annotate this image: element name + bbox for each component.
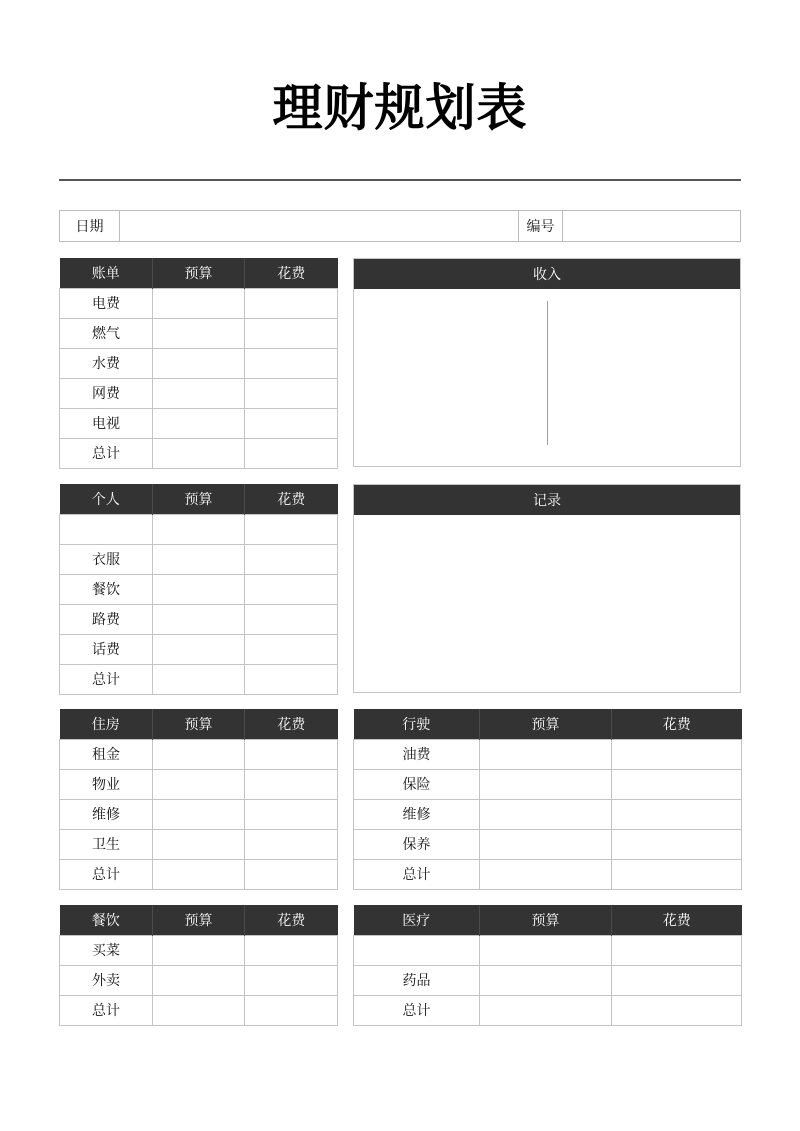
- spend-cell[interactable]: [245, 288, 338, 318]
- spend-cell[interactable]: [245, 544, 338, 574]
- row-label: 水费: [60, 348, 153, 378]
- date-label: 日期: [60, 211, 120, 241]
- table-row: [60, 288, 338, 318]
- row-label: 总计: [60, 995, 153, 1025]
- budget-cell[interactable]: [153, 799, 245, 829]
- row-label: 总计: [354, 859, 480, 889]
- budget-cell[interactable]: [153, 859, 245, 889]
- spend-cell[interactable]: [245, 514, 338, 544]
- table-header-row: [60, 484, 338, 514]
- row-label: 买菜: [60, 935, 153, 965]
- budget-cell[interactable]: [480, 995, 612, 1025]
- column-header: 预算: [480, 905, 612, 935]
- table-header-row: [60, 905, 338, 935]
- spend-cell[interactable]: [245, 859, 338, 889]
- table-row: [60, 769, 338, 799]
- row-label: 电视: [60, 408, 153, 438]
- column-header: 预算: [153, 709, 245, 739]
- spend-cell[interactable]: [612, 739, 742, 769]
- budget-cell[interactable]: [153, 438, 245, 468]
- row-label: 维修: [354, 799, 480, 829]
- column-header: 预算: [480, 709, 612, 739]
- spend-cell[interactable]: [612, 829, 742, 859]
- number-field[interactable]: [563, 211, 740, 241]
- row-label: 路费: [60, 604, 153, 634]
- table-row: [60, 634, 338, 664]
- row-label: 话费: [60, 634, 153, 664]
- table-row: [354, 799, 742, 829]
- row-label: 保险: [354, 769, 480, 799]
- table-row: [60, 378, 338, 408]
- table-row: [60, 965, 338, 995]
- row-label: 维修: [60, 799, 153, 829]
- medical-table: [353, 905, 742, 1026]
- page-title: 理财规划表: [272, 79, 528, 137]
- spend-cell[interactable]: [245, 664, 338, 694]
- row-label: 燃气: [60, 318, 153, 348]
- budget-cell[interactable]: [153, 574, 245, 604]
- table-row: [60, 664, 338, 694]
- table-row: [60, 544, 338, 574]
- spend-cell[interactable]: [612, 935, 742, 965]
- budget-cell[interactable]: [153, 935, 245, 965]
- table-row: [60, 318, 338, 348]
- column-header: 餐饮: [60, 905, 153, 935]
- budget-cell[interactable]: [480, 859, 612, 889]
- column-header: 花费: [245, 484, 338, 514]
- spend-cell[interactable]: [245, 318, 338, 348]
- budget-cell[interactable]: [480, 799, 612, 829]
- table-row: [60, 739, 338, 769]
- budget-cell[interactable]: [480, 965, 612, 995]
- spend-cell[interactable]: [612, 799, 742, 829]
- table-row: [60, 438, 338, 468]
- title-divider: [59, 179, 741, 181]
- column-header: 花费: [612, 905, 742, 935]
- dining-table: [59, 905, 338, 1026]
- table-row: [60, 408, 338, 438]
- table-row: [354, 859, 742, 889]
- spend-cell[interactable]: [245, 634, 338, 664]
- budget-cell[interactable]: [480, 769, 612, 799]
- budget-cell[interactable]: [153, 378, 245, 408]
- spend-cell[interactable]: [612, 965, 742, 995]
- spend-cell[interactable]: [245, 769, 338, 799]
- row-label: 总计: [60, 664, 153, 694]
- budget-cell[interactable]: [153, 965, 245, 995]
- spend-cell[interactable]: [245, 408, 338, 438]
- budget-cell[interactable]: [153, 408, 245, 438]
- table-row: [60, 604, 338, 634]
- column-header: 花费: [612, 709, 742, 739]
- spend-cell[interactable]: [245, 995, 338, 1025]
- spend-cell[interactable]: [245, 348, 338, 378]
- column-header: 花费: [245, 258, 338, 288]
- budget-cell[interactable]: [153, 664, 245, 694]
- row-label: 衣服: [60, 544, 153, 574]
- column-header: 花费: [245, 905, 338, 935]
- row-label: 网费: [60, 378, 153, 408]
- number-label: 编号: [519, 211, 563, 241]
- date-field[interactable]: [120, 211, 519, 241]
- spend-cell[interactable]: [612, 995, 742, 1025]
- column-header: 账单: [60, 258, 153, 288]
- row-label: 电费: [60, 288, 153, 318]
- personal-table: [59, 484, 338, 695]
- spend-cell[interactable]: [612, 859, 742, 889]
- table-row: [60, 995, 338, 1025]
- table-row: [354, 995, 742, 1025]
- table-row: [354, 739, 742, 769]
- row-label: 油费: [354, 739, 480, 769]
- budget-cell[interactable]: [153, 348, 245, 378]
- driving-table: [353, 709, 742, 890]
- budget-cell[interactable]: [153, 288, 245, 318]
- row-label: 总计: [60, 438, 153, 468]
- row-label[interactable]: [354, 935, 480, 965]
- budget-cell[interactable]: [153, 544, 245, 574]
- column-header: 个人: [60, 484, 153, 514]
- records-title: 记录: [354, 485, 740, 515]
- spend-cell[interactable]: [245, 739, 338, 769]
- column-header: 医疗: [354, 905, 480, 935]
- budget-cell[interactable]: [153, 829, 245, 859]
- table-row: [60, 935, 338, 965]
- row-label: 总计: [354, 995, 480, 1025]
- income-divider: [547, 301, 548, 445]
- income-title: 收入: [354, 259, 740, 289]
- spend-cell[interactable]: [245, 378, 338, 408]
- info-bar: [59, 210, 741, 242]
- table-row: [60, 574, 338, 604]
- spend-cell[interactable]: [245, 935, 338, 965]
- row-label: 外卖: [60, 965, 153, 995]
- table-row: [60, 348, 338, 378]
- table-header-row: [354, 709, 742, 739]
- spend-cell[interactable]: [245, 438, 338, 468]
- budget-cell[interactable]: [153, 739, 245, 769]
- column-header: 行驶: [354, 709, 480, 739]
- budget-cell[interactable]: [153, 318, 245, 348]
- budget-cell[interactable]: [480, 829, 612, 859]
- table-row: [354, 829, 742, 859]
- table-header-row: [60, 258, 338, 288]
- spend-cell[interactable]: [245, 574, 338, 604]
- budget-cell[interactable]: [153, 634, 245, 664]
- records-panel[interactable]: [353, 484, 741, 693]
- spend-cell[interactable]: [245, 604, 338, 634]
- budget-cell[interactable]: [480, 935, 612, 965]
- spend-cell[interactable]: [245, 799, 338, 829]
- income-panel[interactable]: [353, 258, 741, 467]
- row-label: 卫生: [60, 829, 153, 859]
- table-row: [60, 514, 338, 544]
- table-row: [60, 829, 338, 859]
- budget-cell[interactable]: [153, 769, 245, 799]
- row-label: 保养: [354, 829, 480, 859]
- spend-cell[interactable]: [245, 965, 338, 995]
- spend-cell[interactable]: [612, 769, 742, 799]
- budget-cell[interactable]: [153, 604, 245, 634]
- table-row: [60, 859, 338, 889]
- table-header-row: [354, 905, 742, 935]
- column-header: 预算: [153, 258, 245, 288]
- row-label: 药品: [354, 965, 480, 995]
- bills-table: [59, 258, 338, 469]
- row-label: 餐饮: [60, 574, 153, 604]
- row-label[interactable]: [60, 514, 153, 544]
- column-header: 花费: [245, 709, 338, 739]
- row-label: 租金: [60, 739, 153, 769]
- row-label: 总计: [60, 859, 153, 889]
- housing-table: [59, 709, 338, 890]
- column-header: 预算: [153, 484, 245, 514]
- spend-cell[interactable]: [245, 829, 338, 859]
- budget-cell[interactable]: [153, 514, 245, 544]
- table-row: [60, 799, 338, 829]
- row-label: 物业: [60, 769, 153, 799]
- table-header-row: [60, 709, 338, 739]
- budget-cell[interactable]: [153, 995, 245, 1025]
- table-row: [354, 965, 742, 995]
- table-row: [354, 769, 742, 799]
- table-row: [354, 935, 742, 965]
- column-header: 预算: [153, 905, 245, 935]
- column-header: 住房: [60, 709, 153, 739]
- budget-cell[interactable]: [480, 739, 612, 769]
